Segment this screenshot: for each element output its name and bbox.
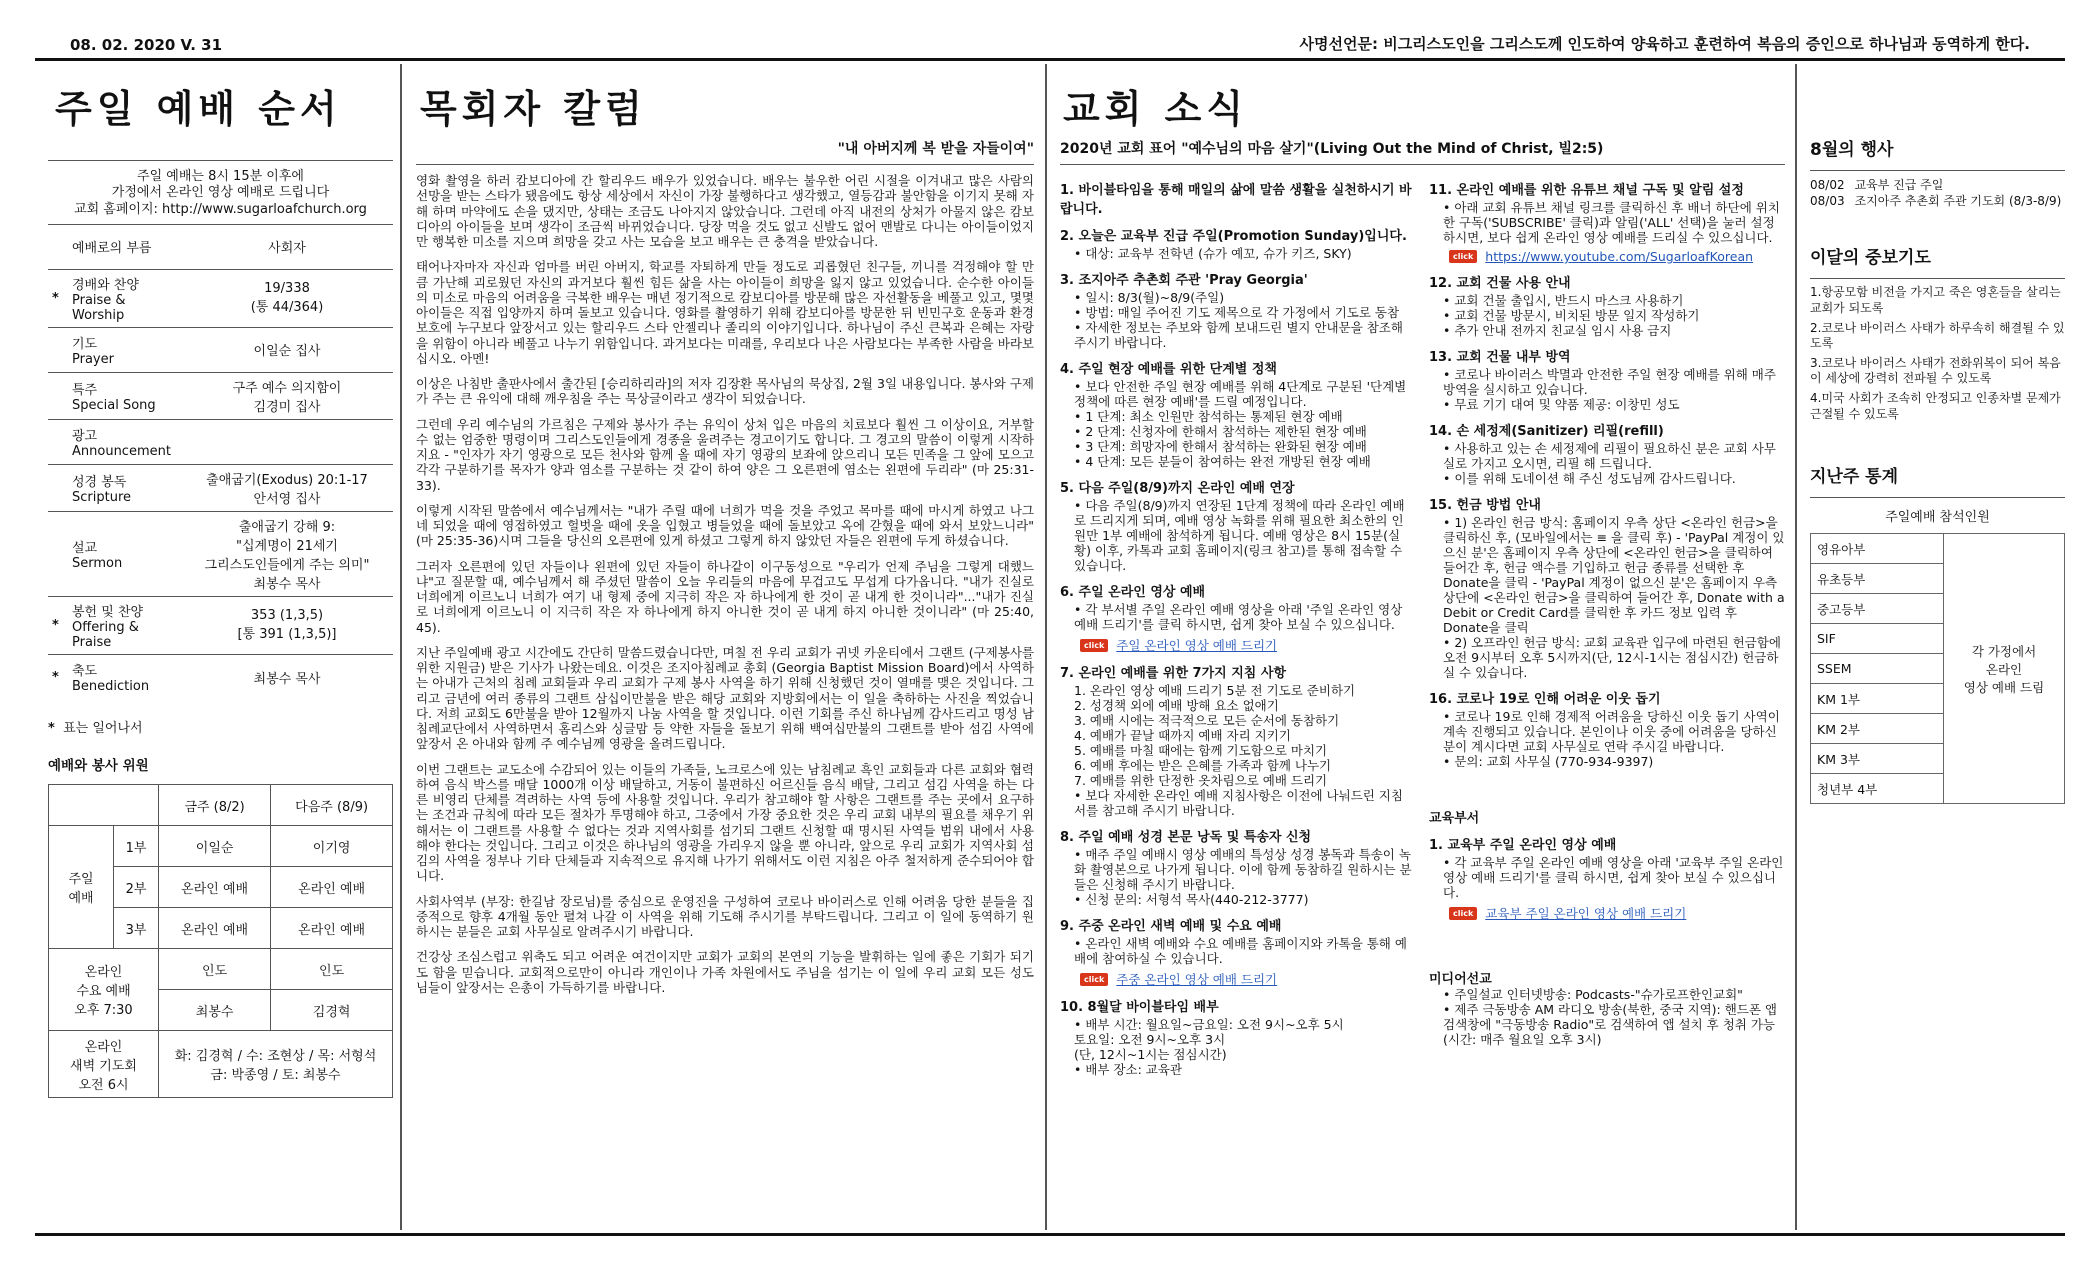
order-value: 출애굽기 강해 9: "십계명이 21세기 그리스도인들에게 주는 의미" 최봉수 목사 xyxy=(204,519,370,592)
news-link[interactable]: 주일 온라인 영상 예배 드리기 xyxy=(1116,638,1278,653)
news-line: • 사용하고 있는 손 세정제에 리필이 필요하신 분은 교회 사무실로 가지고 오시면, 리필 해 드립니다. xyxy=(1443,441,1776,471)
service-table xyxy=(48,784,393,1098)
svc-label-wed: 온라인 수요 예배 오후 7:30 xyxy=(49,949,159,1031)
news-line: • 아래 교회 유튜브 채널 링크를 클릭하신 후 배너 하단에 위치한 구독('SUBSCRIBE' 클릭)과 알림('ALL' 선택)을 눌러 설정하시면, 보다 쉽게 온라인 영상 예배를 드리실 수 있으십니다. xyxy=(1443,200,1780,245)
news-line: • 2) 오프라인 헌금 방식: 교회 교육관 입구에 마련된 헌금함에 오전 9시부터 오후 5시까지(단, 12시-1시는 점심시간) 헌금하실 수 있습니다. xyxy=(1443,635,1781,680)
news-line: • 교회 건물 출입시, 반드시 마스크 사용하기 xyxy=(1443,293,1684,308)
stats-group: KM 1부 xyxy=(1811,684,1944,714)
news-left-list xyxy=(1060,171,1415,1077)
order-row xyxy=(48,327,393,372)
order-row xyxy=(48,269,393,327)
order-item: 설교 Sermon xyxy=(72,540,123,571)
news-line: • 무료 기기 대여 및 약품 제공: 이창민 성도 xyxy=(1443,397,1680,412)
news-item-lines xyxy=(1074,602,1415,632)
svc-corner xyxy=(49,785,159,826)
svc-this: 최봉수 xyxy=(159,990,271,1031)
order-value: 출애굽기(Exodus) 20:1-17 안서영 집사 xyxy=(206,472,368,507)
news-link-row xyxy=(1080,636,1415,654)
order-star xyxy=(48,464,68,511)
news-line: 토요일: 오전 9시~오후 3시 xyxy=(1074,1032,1226,1047)
order-star xyxy=(48,511,68,596)
stats-title: 지난주 통계 xyxy=(1810,467,1899,488)
prayer-item: 4.미국 사회가 조속히 안정되고 인종차별 문제가 근절될 수 있도록 xyxy=(1810,390,2061,421)
order-star xyxy=(48,224,68,269)
news-line: 5. 예배를 마칠 때에는 함께 기도함으로 마치기 xyxy=(1074,743,1328,758)
event-date: 08/03 xyxy=(1810,194,1845,209)
order-item: 성경 봉독 Scripture xyxy=(72,474,132,505)
date-volume: 08. 02. 2020 V. 31 xyxy=(70,36,223,54)
column-paragraph: 이렇게 시작된 말씀에서 예수님께서는 "내가 주릴 때에 너희가 먹을 것을 주었고 목마를 때에 마시게 하였고 나그네 되었을 때에 영접하였고 헐벗을 때에 옷을 입혔고 병들었을 때에 돌보았고 옥에 갇혔을 때에 와서 보았느니라" (마 25:35-36)시며 그들을 당신의 오른편에 있게 하셨고 그렇게 하지 않았던 자들은 왼편에 두게 하셨습니다. xyxy=(416,502,1034,549)
news-line: • 이를 위해 도네이션 해 주신 성도님께 감사드립니다. xyxy=(1443,471,1736,486)
stats-group: 영유아부 xyxy=(1811,534,1944,564)
order-item: 광고 Announcement xyxy=(72,428,171,459)
order-star: * xyxy=(52,617,59,633)
church-theme: 2020년 교회 표어 "예수님의 마음 살기"(Living Out the Mind of Christ, 빌2:5) xyxy=(1060,138,1785,165)
news-line: • 1 단계: 최소 인원만 참석하는 통제된 현장 예배 xyxy=(1074,409,1343,424)
svc-this: 인도 xyxy=(159,949,271,990)
news-line: • 온라인 새벽 예배와 수요 예배를 홈페이지와 카톡을 통해 예배에 참여하실 수 있습니다. xyxy=(1074,936,1407,966)
news-line: • 각 부서별 주일 온라인 예배 영상을 아래 '주일 온라인 영상 예배 드리기'를 클릭 하시면, 쉽게 찾아 보실 수 있으십니다. xyxy=(1074,602,1403,632)
column-paragraph: 이상은 나침반 출판사에서 출간된 [승리하리라]의 저자 김장환 목사님의 묵상집, 2월 3일 내용입니다. 봉사와 구제가 주는 큰 유익에 대해 깨우침을 주는 묵상글이라고 생각이 되었습니다. xyxy=(416,376,1034,407)
stats-group: 중고등부 xyxy=(1811,594,1944,624)
column-paragraph: 건강상 조심스럽고 위축도 되고 어려운 여건이지만 교회가 교회의 본연의 기능을 발휘하는 일에 좋은 기회가 되기도 함을 믿습니다. 교회적으로만이 아니라 개인이나 가족 차원에서도 주님을 섬기는 이 일에 우리 교회 모든 성도님들이 앞장서는 은총이 가득하기를 바랍니다. xyxy=(416,949,1034,995)
svc-this: 이일순 xyxy=(159,826,271,867)
news-item-heading: 6. 주일 온라인 영상 예배 xyxy=(1060,585,1206,600)
worship-order-table xyxy=(48,224,393,700)
media-line: • 제주 극동방송 AM 라디오 방송(북한, 중국 지역): 핸드폰 앱 검색창에 "극동방송 Radio"로 검색하여 앱 설치 후 청취 가능 (시간: 매주 월요일 오후 3시) xyxy=(1443,1002,1777,1047)
stand-note-text: 표는 일어나서 xyxy=(63,721,143,737)
news-link-row xyxy=(1080,970,1415,988)
svc-part: 3부 xyxy=(114,908,159,949)
news-item-heading: 2. 오늘은 교육부 진급 주일(Promotion Sunday)입니다. xyxy=(1060,229,1407,244)
news-item-heading: 5. 다음 주일(8/9)까지 온라인 예배 연장 xyxy=(1060,481,1295,496)
column-paragraph: 사회사역부 (부장: 한길남 장로님)를 중심으로 운영진을 구성하여 코로나 바이러스로 인해 어려움 당한 분들을 집중적으로 향후 4개월 동안 펼쳐 나갈 이 사역을 위해 기도해 주시기를 부탁드립니다. 그리고 이 일에 동역하기 원하시는 분들은 교회 사무실로 알려주시기 바랍니다. xyxy=(416,893,1034,939)
news-body xyxy=(1060,138,1785,1077)
news-link[interactable]: https://www.youtube.com/SugarloafKorean xyxy=(1485,249,1754,264)
news-item-lines xyxy=(1443,200,1785,245)
stats-group: 유초등부 xyxy=(1811,564,1944,594)
prayer-item: 1.항공모함 비전을 가지고 죽은 영혼들을 살리는 교회가 되도록 xyxy=(1810,285,2061,315)
news-item-heading: 7. 온라인 예배를 위한 7가지 지침 사항 xyxy=(1060,666,1286,681)
column-paragraph: 태어나자마자 자신과 엄마를 버린 아버지, 학교를 자퇴하게 만들 정도로 괴롭혔던 친구들, 끼니를 걱정해야 할 만큼 가난해 괴로웠던 자신의 과거보다 훨씬 힘든 삶을 사는 아이들이 희망을 잃지 않고 있었습니다. 순수한 아이들의 미소로 마음의 어려움을 극복한 배우는 매년 정기적으로 캄보디아를 방문해 많은 자선활동을 베풀고 있고, 몇몇 아이들은 직접 입양까지 하며 돌보고 있습니다. 영화를 촬영하기 위해 캄보디아를 방문한 뒤 빈민구호 운동과 환경보호에 누구보다 앞장서고 있는 할리우드 스타 안젤리나 졸리의 이야기입니다. 하나님이 주신 큰복과 은혜는 자랑을 위함이 아니라 베풀고 나누기 위함입니다. 과거보다는 미래를, 우리보다 나은 사람보다는 부족한 사람을 바라보십시오. 아멘! xyxy=(416,259,1034,366)
divider-1 xyxy=(400,64,402,1230)
order-star xyxy=(48,327,68,372)
news-line: • 배부 시간: 월요일~금요일: 오전 9시~오후 5시 xyxy=(1074,1017,1344,1032)
worship-column xyxy=(48,160,393,1098)
order-value: 19/338 (통 44/364) xyxy=(250,281,324,316)
event-item xyxy=(1810,193,2065,209)
stats-row xyxy=(1811,534,2065,564)
stats-table xyxy=(1810,533,2065,804)
news-item-lines xyxy=(1074,1017,1415,1077)
order-item: 축도 Benediction xyxy=(72,664,150,694)
order-value: 353 (1,3,5) [통 391 (1,3,5)] xyxy=(237,608,337,643)
click-icon[interactable]: click xyxy=(1080,973,1108,986)
news-line: • 대상: 교육부 전학년 (슈가 예꼬, 슈가 키즈, SKY) xyxy=(1074,246,1352,261)
news-line: • 교회 건물 방문시, 비치된 방문 일지 작성하기 xyxy=(1443,308,1700,323)
news-line: 3. 예배 시에는 적극적으로 모든 순서에 동참하기 xyxy=(1074,713,1340,728)
news-line: • 4 단계: 모든 분들이 참여하는 완전 개방된 현장 예배 xyxy=(1074,454,1371,469)
prayer-item: 2.코로나 바이러스 사태가 하루속히 해결될 수 있도록 xyxy=(1810,320,2065,351)
svc-this: 온라인 예배 xyxy=(159,867,271,908)
news-item-lines xyxy=(1443,855,1785,900)
news-link-row xyxy=(1449,249,1785,264)
news-line: • 3 단계: 희망자에 한해서 참석하는 완화된 현장 예배 xyxy=(1074,439,1367,454)
news-item-lines xyxy=(1074,246,1415,261)
svc-part: 2부 xyxy=(114,867,159,908)
intro-line: 주일 예배는 8시 15분 이후에 xyxy=(137,169,304,184)
news-item-heading: 12. 교회 건물 사용 안내 xyxy=(1429,276,1571,291)
bottom-rule xyxy=(35,1233,2065,1236)
news-line: • 문의: 교회 사무실 (770-934-9397) xyxy=(1443,754,1654,769)
news-item-lines xyxy=(1443,441,1785,486)
news-line: • 보다 안전한 주일 현장 예배를 위해 4단계로 구분된 '단계별 정책에 따른 현장 예배'를 드릴 예정입니다. xyxy=(1074,379,1407,409)
edu-list xyxy=(1429,834,1785,922)
intro-line: 가정에서 온라인 영상 예배로 드립니다 xyxy=(111,185,330,201)
worship-title: 주일 예배 순서 xyxy=(55,87,342,131)
svc-head: 금주 (8/2) xyxy=(159,785,271,826)
prayer-title: 이달의 중보기도 xyxy=(1810,248,1931,269)
svc-row xyxy=(49,1031,393,1098)
svc-next: 인도 xyxy=(271,949,393,990)
news-line: • 일시: 8/3(월)~8/9(주일) xyxy=(1074,290,1225,305)
news-item-lines xyxy=(1443,293,1785,338)
stand-note: * 표는 일어나서 xyxy=(48,721,143,737)
order-value: 최봉수 목사 xyxy=(253,671,321,687)
news-line: 6. 예배 후에는 받은 은혜를 가족과 함께 나누기 xyxy=(1074,758,1332,773)
order-row xyxy=(48,224,393,269)
worship-intro xyxy=(48,160,393,218)
media-title: 미디어선교 xyxy=(1429,972,1492,987)
order-value: 구주 예수 의지함이 김경미 집사 xyxy=(232,380,342,415)
news-item-heading: 11. 온라인 예배를 위한 유튜브 채널 구독 및 알림 설정 xyxy=(1429,183,1744,198)
news-line: • 보다 자세한 온라인 예배 지침사항은 이전에 나눠드린 지침서를 참고해 주시기 바랍니다. xyxy=(1074,788,1403,818)
news-link[interactable]: 교육부 주일 온라인 영상 예배 드리기 xyxy=(1485,906,1687,921)
order-value xyxy=(181,419,393,464)
news-item-lines xyxy=(1074,683,1415,818)
svc-label-dawn: 온라인 새벽 기도회 오전 6시 xyxy=(49,1031,159,1098)
events-list xyxy=(1810,170,2065,209)
news-line: (단, 12시~1시는 점심시간) xyxy=(1074,1047,1227,1062)
stats-head: 주일예배 참석인원 xyxy=(1810,497,2065,525)
svc-this: 온라인 예배 xyxy=(159,908,271,949)
news-line: • 추가 안내 전까지 친교실 임시 사용 금지 xyxy=(1443,323,1672,338)
order-item: 경배와 찬양 Praise & Worship xyxy=(72,277,139,323)
svc-row xyxy=(49,949,393,990)
order-star: * xyxy=(52,669,59,685)
svc-label-sunday: 주일 예배 xyxy=(49,826,114,949)
edu-title: 교육부서 xyxy=(1429,811,1480,826)
prayer-list xyxy=(1810,278,2065,422)
service-title: 예배와 봉사 위원 xyxy=(48,758,149,775)
media-line: • 주일설교 인터넷방송: Podcasts-"슈가로프한인교회" xyxy=(1443,987,1743,1002)
column-paragraph: 이번 그랜트는 교도소에 수감되어 있는 이들의 가족들, 노크로스에 있는 남침례교 흑인 교회들과 다른 교회와 협력하여 음식 박스를 매달 1000개 이상 배달하고, 거동이 불편하신 어르신들 음식 배달, 그리고 섬김 사역을 하는 다른 비영리 단체를 격려하는 사역 등에 사용할 것입니다. 우리가 참고해야 할 사항은 그랜트를 주는 곳에서 요구하는 조건과 규칙에 따라 모든 절차가 투명해야 하고, 그중에서 가장 중요한 것은 우리 교회 내부의 필요를 채우기 위해서는 이 그랜트를 사용할 수 없다는 것과 지역사회를 섬기되 그랜트 신청할 때 명시된 사역들 범위 내에서 사용해야 한다는 것입니다. 그리고 이것은 하나님의 영광을 가리우지 않을 뿐 아니라, 앞으로 우리 교회가 지역사회 섬김의 사역을 정부나 기타 단체들과 지속적으로 유지해 나가기 위해서도 이런 지침은 아주 철저하게 준수되어야 합니다. xyxy=(416,761,1034,884)
news-line: 2. 성경책 외에 예배 방해 요소 없애기 xyxy=(1074,698,1279,713)
events-column xyxy=(1810,135,2065,804)
column-title: 목회자 칼럼 xyxy=(420,87,647,131)
stats-group: KM 2부 xyxy=(1811,714,1944,744)
news-item-heading: 13. 교회 건물 내부 방역 xyxy=(1429,350,1571,365)
order-star xyxy=(48,419,68,464)
mission-statement: 사명선언문: 비그리스도인을 그리스도께 인도하여 양육하고 훈련하여 복음의 증인으로 하나님과 동역하게 한다. xyxy=(1299,35,2030,53)
news-line: • 방법: 매일 주어진 기도 제목으로 각 가정에서 기도로 동참 xyxy=(1074,305,1400,320)
svc-next: 온라인 예배 xyxy=(271,867,393,908)
event-text: 교육부 진급 주일 xyxy=(1854,178,1944,192)
svc-next: 이기영 xyxy=(271,826,393,867)
column-paragraph: 지난 주일예배 광고 시간에도 간단히 말씀드렸습니다만, 며칠 전 우리 교회가 귀넷 카운티에서 그랜트 (구제봉사를 위한 지원금) 받은 기사가 나왔는데요. 이것은 조지아침례교 총회 (Georgia Baptist Mission Board)에서 사역하는 아내가 근처의 침례 교회들과 우리 교회가 구제 봉사 사역을 하기 위해 신청했던 것이 열매를 맺은 것입니다. 그리고 금년에 여러 종류의 그랜트 삼십이만불을 받은 해당 교회와 지방회에서는 이 일을 축하하는 사진을 찍었습니다. 저희 교회도 6만불을 받아 12월까지 나눔 사역을 할 것입니다. 이런 기회를 주신 하나님께 감사드리고 명성 남침례교단에서 사역하면서 홈리스와 싱글맘 등 약한 자들을 돌보기 위해 백여십만불의 그랜트를 받아 섬김 사역에 앞장서 온 아내와 함께 주 예수님께 영광을 올려드립니다. xyxy=(416,644,1034,752)
news-item-lines xyxy=(1074,847,1415,907)
order-row xyxy=(48,464,393,511)
stats-group: KM 3부 xyxy=(1811,744,1944,774)
news-item-heading: 14. 손 세정제(Sanitizer) 리필(refill) xyxy=(1429,424,1664,439)
event-item xyxy=(1810,177,2065,193)
stats-group: 청년부 4부 xyxy=(1811,774,1944,804)
top-rule xyxy=(35,58,2065,61)
divider-3 xyxy=(1795,64,1797,1230)
event-date: 08/02 xyxy=(1810,178,1845,192)
order-value: 사회자 xyxy=(268,241,306,257)
click-icon[interactable]: click xyxy=(1449,250,1477,263)
stats-group: SIF xyxy=(1811,624,1944,654)
news-line: • 신청 문의: 서형석 목사(440-212-3777) xyxy=(1074,892,1309,907)
news-item-heading: 10. 8월달 바이블타임 배부 xyxy=(1060,1000,1219,1015)
news-item-heading: 1. 교육부 주일 온라인 영상 예배 xyxy=(1429,838,1617,853)
news-item-lines xyxy=(1443,709,1785,769)
homepage-line: 교회 홈페이지: http://www.sugarloafchurch.org xyxy=(74,201,367,217)
news-line: • 매주 주일 예배시 영상 예배의 특성상 성경 봉독과 특송이 녹화 촬영본으로 나가게 됩니다. 이에 함께 동참하길 원하시는 분들은 신청해 주시기 바랍니다. xyxy=(1074,847,1412,892)
order-value: 이일순 집사 xyxy=(253,344,321,360)
news-right-wrap xyxy=(1429,171,1785,1077)
column-paragraph: 영화 촬영을 하러 캄보디아에 간 할리우드 배우가 있었습니다. 배우는 불우한 어린 시절을 이겨내고 많은 사람의 선망을 받는 스타가 됐음에도 항상 세상에서 자신이 가장 불행하다고 생각했고, 열등감과 불안함을 이기지 못해 자해 하며 마약에도 손을 댔지만, 상태는 조금도 나아지지 않았습니다. 그런데 아직 내전의 상처가 아물지 않은 캄보디아의 아이들을 보며 생각이 조금씩 바뀌었습니다. 당장 먹을 것도 없고 신발도 없어 맨발로 다니는 아이들이었지만 행복한 미소를 지으며 희망을 갖고 사는 모습을 보고 배우는 큰 충격을 받았습니다. xyxy=(416,173,1034,249)
news-item-lines xyxy=(1074,290,1415,350)
order-item: 예배로의 부름 xyxy=(72,241,152,257)
svc-head-row xyxy=(49,785,393,826)
news-item-heading: 8. 주일 예배 성경 본문 낭독 및 특송자 신청 xyxy=(1060,830,1312,845)
news-right-list xyxy=(1429,179,1785,769)
news-line: • 코로나 바이러스 박멸과 안전한 주일 현장 예배를 위해 매주 방역을 실시하고 있습니다. xyxy=(1443,367,1776,397)
news-link-row xyxy=(1449,904,1785,922)
click-icon[interactable]: click xyxy=(1449,907,1477,920)
stats-group: SSEM xyxy=(1811,654,1944,684)
stats-value: 각 가정에서 온라인 영상 예배 드림 xyxy=(1944,534,2065,804)
news-item-lines xyxy=(1443,367,1785,412)
prayer-item: 3.코로나 바이러스 사태가 전화위복이 되어 복음이 세상에 강력히 전파될 수 있도록 xyxy=(1810,355,2061,386)
news-line: • 코로나 19로 인해 경제적 어려움을 당하신 이웃 돕기 사역이 계속 진행되고 있습니다. 본인이나 이웃 중에 어려움을 당하신 분이 계시다면 교회 사무실로 연락 주시길 바랍니다. xyxy=(1443,709,1780,754)
column-paragraph: 그러자 오른편에 있던 자들이나 왼편에 있던 자들이 하나같이 이구동성으로 "우리가 언제 주님을 그렇게 대했느냐"고 질문할 때, 예수님께서 해 주셨던 말씀이 오늘 우리들의 마음에 무겁고도 무섭게 다가옵니다. "내가 진실로 너희에게 이르노니 너희가 여기 내 형제 중에 지극히 작은 자 하나에게 한 것이 곧 내게 한 것이니라"..."내가 진실로 너희에게 이르노니 이 지극히 작은 자 하나에게 하지 아니한 것이 곧 내게 하지 아니한 것이니라" (마 25:40, 45). xyxy=(416,558,1034,635)
news-link[interactable]: 주중 온라인 영상 예배 드리기 xyxy=(1116,972,1278,987)
svc-dawn-value: 화: 김경혁 / 수: 조현상 / 목: 서형석 금: 박종영 / 토: 최봉수 xyxy=(159,1031,393,1098)
news-line: • 2 단계: 신청자에 한해서 참석하는 제한된 현장 예배 xyxy=(1074,424,1367,439)
news-item-heading: 15. 헌금 방법 안내 xyxy=(1429,498,1541,513)
news-line: 4. 예배가 끝날 때까지 예배 자리 지키기 xyxy=(1074,728,1291,743)
order-row xyxy=(48,419,393,464)
column-paragraph: 그런데 우리 예수님의 가르침은 구제와 봉사가 주는 유익이 상처 입은 마음의 치료보다 훨씬 그 이상이요, 거부할 수 없는 엄중한 명령이며 그리스도인들에게 경종을 울려주는 경고이기도 합니다. 그 경고의 말씀이 이렇게 시작하지요 - "인자가 자기 영광으로 모든 천사와 함께 올 때에 자기 영광의 보좌에 앉으리니 모든 민족을 그 앞에 모으고 각각 구분하기를 목자가 양과 염소를 구분하는 것 같이 하여 양은 그 오른편에 염소는 왼편에 두리라" (마 25:31-33). xyxy=(416,416,1034,493)
news-line: • 다음 주일(8/9)까지 연장된 1단계 정책에 따라 온라인 예배로 드리지게 되며, 예배 영상 녹화를 위해 필요한 최소한의 인원만 1부 예배에 참석하게 됩니다. 예배 영상은 8시 15분(실황) 이후, 카톡과 교회 홈페이지(링크 참고)를 통해 접속할 수 있습니다. xyxy=(1074,498,1405,573)
news-item-heading: 9. 주중 온라인 새벽 예배 및 수요 예배 xyxy=(1060,919,1282,934)
news-line: • 각 교육부 주일 온라인 예배 영상을 아래 '교육부 주일 온라인 영상 예배 드리기'를 클릭 하시면, 쉽게 찾아 보실 수 있으십니다. xyxy=(1443,855,1784,900)
svc-row xyxy=(49,826,393,867)
column-subtitle: "내 아버지께 복 받을 자들이여" xyxy=(416,138,1034,165)
column-body xyxy=(416,138,1034,1005)
order-item: 봉헌 및 찬양 Offering & Praise xyxy=(72,604,144,650)
column-paragraphs xyxy=(416,173,1034,995)
news-item-lines xyxy=(1443,515,1785,680)
news-item-heading: 16. 코로나 19로 인해 어려운 이웃 돕기 xyxy=(1429,692,1661,707)
order-row xyxy=(48,596,393,654)
news-item-heading: 1. 바이블타임을 통해 매일의 삶에 말씀 생활을 실천하시기 바랍니다. xyxy=(1060,183,1412,217)
news-line: 1. 온라인 영상 예배 드리기 5분 전 기도로 준비하기 xyxy=(1074,683,1356,698)
order-row xyxy=(48,372,393,419)
news-line: 7. 예배를 위한 단정한 옷차림으로 예배 드리기 xyxy=(1074,773,1328,788)
media-list xyxy=(1443,987,1785,1047)
event-text: 조지아주 추촌회 주관 기도회 (8/3-8/9) xyxy=(1854,194,2062,209)
svc-part: 1부 xyxy=(114,826,159,867)
click-icon[interactable]: click xyxy=(1080,639,1108,652)
svc-next: 김경혁 xyxy=(271,990,393,1031)
news-item-heading: 4. 주일 현장 예배를 위한 단계별 정책 xyxy=(1060,362,1277,377)
news-item-lines xyxy=(1074,379,1415,469)
svc-next: 온라인 예배 xyxy=(271,908,393,949)
divider-2 xyxy=(1045,64,1047,1230)
order-item: 기도 Prayer xyxy=(72,336,114,367)
news-line: • 배부 장소: 교육관 xyxy=(1074,1062,1183,1077)
news-item-lines xyxy=(1074,936,1415,966)
order-star xyxy=(48,372,68,419)
order-row xyxy=(48,511,393,596)
news-item-heading: 3. 조지아주 추촌회 주관 'Pray Georgia' xyxy=(1060,273,1308,288)
news-title: 교회 소식 xyxy=(1063,87,1249,131)
order-item: 특주 Special Song xyxy=(72,382,156,413)
order-row xyxy=(48,654,393,699)
svc-head: 다음주 (8/9) xyxy=(271,785,393,826)
news-line: • 자세한 정보는 주보와 함께 보내드린 별지 안내문을 참조해 주시기 바랍니다. xyxy=(1074,320,1403,350)
events-title: 8월의 행사 xyxy=(1810,140,1894,160)
news-line: • 1) 온라인 헌금 방식: 홈페이지 우측 상단 <온라인 헌금>을 클릭하신 후, (모바일에서는 ≡ 을 클릭 후) - 'PayPal 계정이 있으신 분'은 홈페이지 우측 상단에 <온라인 헌금>을 클릭하여 들어간 후, 헌금 액수를 기입하고 헌금 종류를 선택한 후 Donate을 클릭 - 'PayPal 계정이 없으신 분'은 홈페이지 우측 상단에 <온라인 헌금>을 클릭하여 들어간 후, Donate with a Debit or Credit Card를 클릭한 후 카드 정보 입력 후 Donate을 클릭 xyxy=(1443,515,1785,635)
news-item-lines xyxy=(1074,498,1415,573)
order-star: * xyxy=(52,290,59,306)
